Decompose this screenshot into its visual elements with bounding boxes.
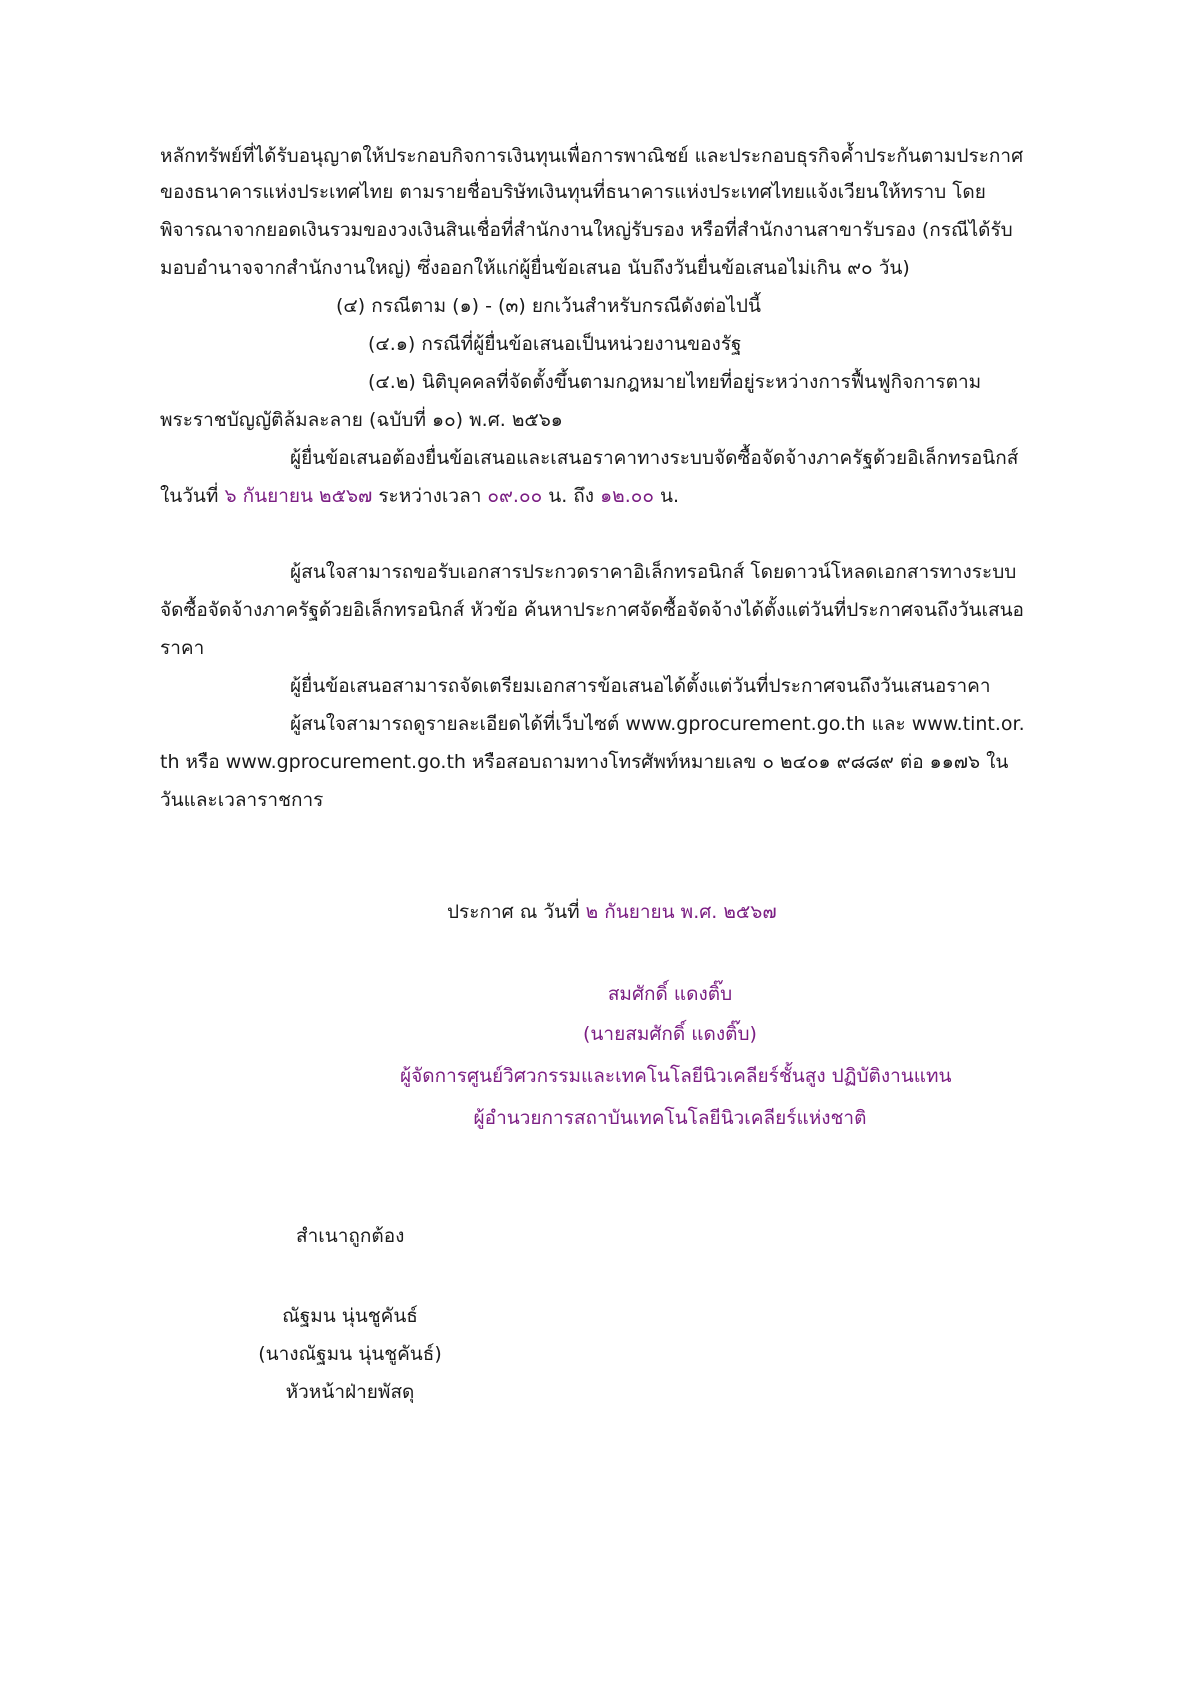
submit-line: ผู้ยื่นข้อเสนอต้องยื่นข้อเสนอและเสนอราคาทางระบบจัดซื้อจัดจ้างภาครัฐด้วยอิเล็กทรอนิกส์ [290, 447, 1019, 469]
download-line: จัดซื้อจัดจ้างภาครัฐด้วยอิเล็กทรอนิกส์ หัวข้อ ค้นหาประกาศจัดซื้อจัดจ้างได้ตั้งแต่วันที่ประกาศจนถึงวันเสนอ [160, 599, 1024, 621]
copy-signature: ณัฐมน นุ่นชูคันธ์ [282, 1305, 418, 1327]
contact-line: ผู้สนใจสามารถดูรายละเอียดได้ที่เว็บไซต์ www.gprocurement.go.th และ www.tint.or. [290, 713, 1025, 735]
contact-line: th หรือ www.gprocurement.go.th หรือสอบถามทางโทรศัพท์หมายเลข ๐ ๒๔๐๑ ๙๘๘๙ ต่อ ๑๑๗๖ ใน [160, 751, 1009, 773]
announce-day: ๒ [585, 901, 599, 923]
submit-mid: ระหว่างเวลา [372, 485, 488, 507]
contact-line: วันและเวลาราชการ [160, 789, 324, 811]
submit-datetime-line [160, 482, 679, 510]
submit-time-end: ๑๒.๐๐ [600, 485, 654, 507]
copy-title: หัวหน้าฝ่ายพัสดุ [285, 1381, 415, 1403]
download-line: ราคา [160, 637, 205, 659]
paragraph-line: หลักทรัพย์ที่ได้รับอนุญาตให้ประกอบกิจการเงินทุนเพื่อการพาณิชย์ และประกอบธุรกิจค้ำประกันตามประกาศ [160, 145, 1024, 167]
item-4-2-continuation: พระราชบัญญัติล้มละลาย (ฉบับที่ ๑๐) พ.ศ. ๒๕๖๑ [160, 409, 563, 431]
announce-month: กันยายน [598, 901, 681, 923]
item-4-2: (๔.๒) นิติบุคคลที่จัดตั้งขึ้นตามกฎหมายไทยที่อยู่ระหว่างการฟื้นฟูกิจการตาม [368, 371, 982, 393]
paragraph-line: ของธนาคารแห่งประเทศไทย ตามรายชื่อบริษัทเงินทุนที่ธนาคารแห่งประเทศไทยแจ้งเวียนให้ทราบ โดย [160, 181, 986, 203]
paragraph-line: มอบอำนาจจากสำนักงานใหญ่) ซึ่งออกให้แก่ผู้ยื่นข้อเสนอ นับถึงวันยื่นข้อเสนอไม่เกิน ๙๐ วัน) [160, 257, 910, 279]
submit-time-start: ๐๙.๐๐ [487, 485, 543, 507]
announce-prefix: ประกาศ ณ วันที่ [447, 901, 586, 923]
submit-prefix: ในวันที่ [160, 485, 225, 507]
submit-to: น. ถึง [542, 485, 601, 507]
signatory-title-2: ผู้อำนวยการสถาบันเทคโนโลยีนิวเคลียร์แห่งชาติ [473, 1107, 867, 1129]
announce-date [447, 898, 777, 926]
prepare-line: ผู้ยื่นข้อเสนอสามารถจัดเตรียมเอกสารข้อเสนอได้ตั้งแต่วันที่ประกาศจนถึงวันเสนอราคา [290, 675, 991, 697]
signatory-signature: สมศักดิ์ แดงติ๊บ [607, 983, 733, 1005]
item-4: (๔) กรณีตาม (๑) - (๓) ยกเว้นสำหรับกรณีดังต่อไปนี้ [336, 295, 761, 317]
item-4-1: (๔.๑) กรณีที่ผู้ยื่นข้อเสนอเป็นหน่วยงานของรัฐ [368, 333, 742, 355]
submit-date: ๖ กันยายน ๒๕๖๗ [224, 485, 373, 507]
signatory-title-1: ผู้จัดการศูนย์วิศวกรรมและเทคโนโลยีนิวเคลียร์ชั้นสูง ปฏิบัติงานแทน [400, 1065, 952, 1087]
paragraph-line: พิจารณาจากยอดเงินรวมของวงเงินสินเชื่อที่สำนักงานใหญ่รับรอง หรือที่สำนักงานสาขารับรอง (กรณีได้รับ [160, 219, 1013, 241]
submit-suffix: น. [653, 485, 680, 507]
signatory-name: (นายสมศักดิ์ แดงติ๊บ) [583, 1023, 757, 1045]
copy-certified: สำเนาถูกต้อง [296, 1225, 405, 1247]
download-line: ผู้สนใจสามารถขอรับเอกสารประกวดราคาอิเล็กทรอนิกส์ โดยดาวน์โหลดเอกสารทางระบบ [290, 561, 1017, 583]
copy-name: (นางณัฐมน นุ่นชูคันธ์) [258, 1343, 442, 1365]
announce-year: พ.ศ. ๒๕๖๗ [680, 901, 777, 923]
